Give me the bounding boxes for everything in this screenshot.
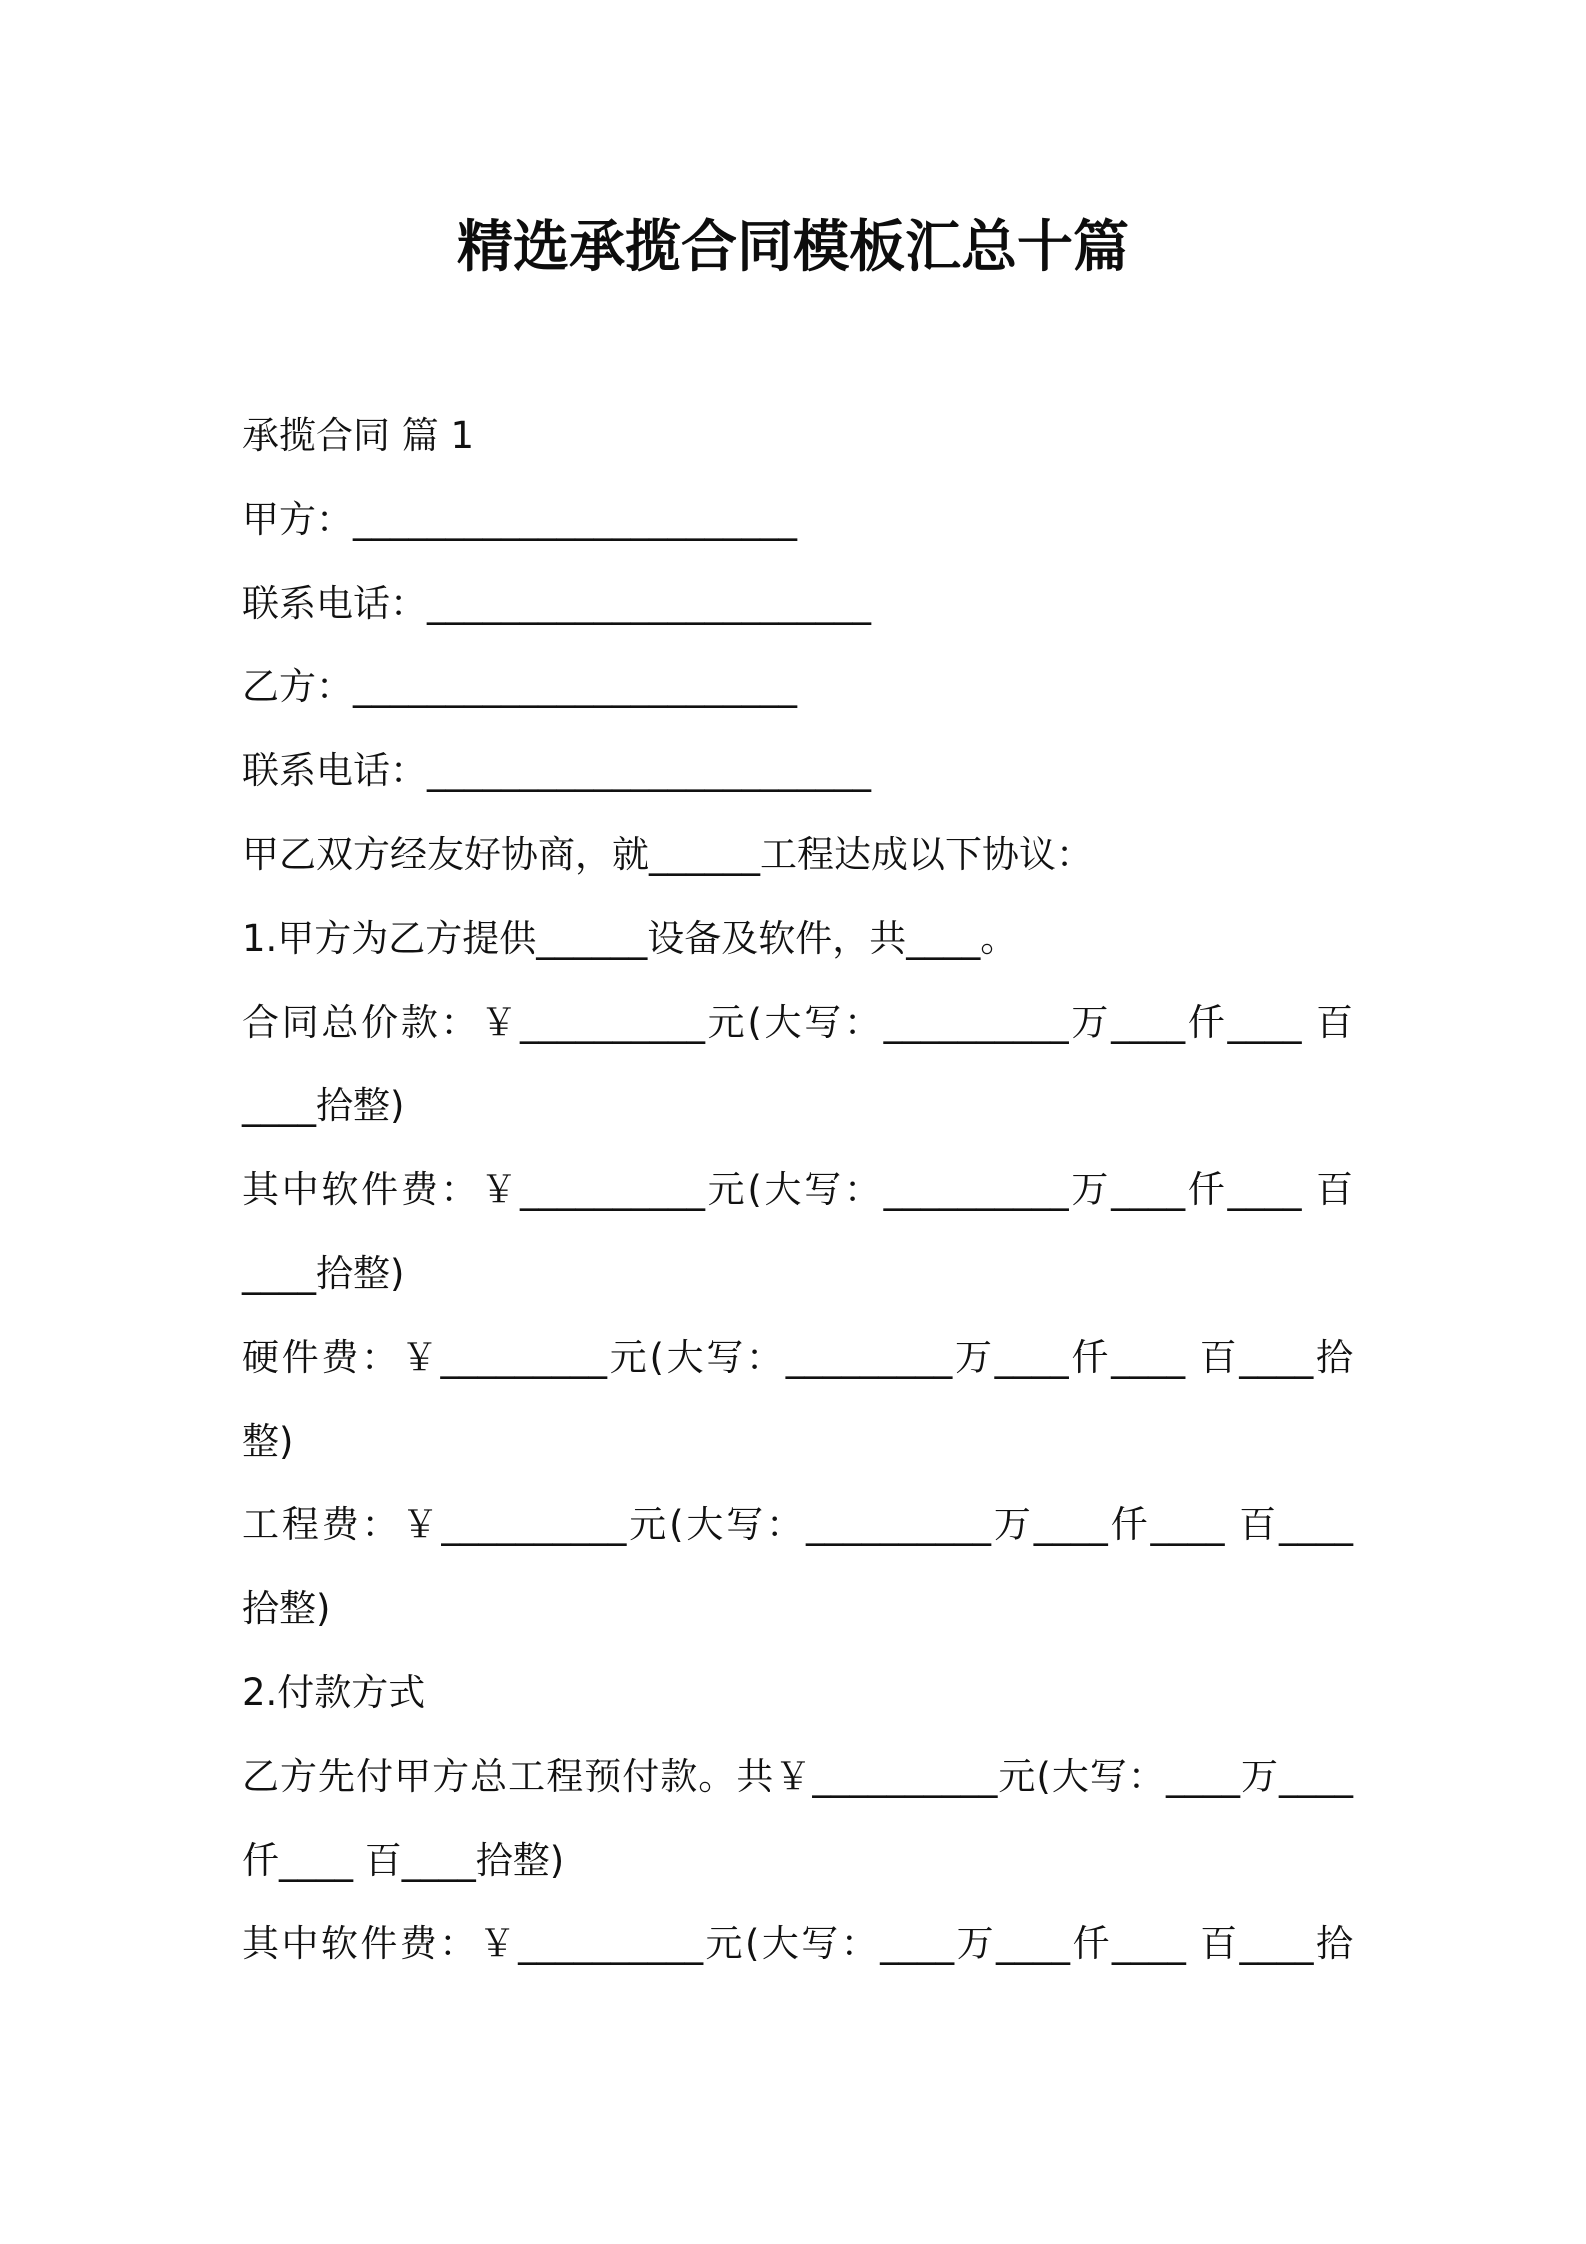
- party-a-field: [242, 478, 1353, 562]
- text-line: ____拾整): [242, 1251, 405, 1295]
- party-a-phone-field: [242, 562, 1353, 646]
- text-line: 整): [242, 1419, 294, 1463]
- section-heading: [242, 394, 1353, 478]
- document-body: [242, 394, 1353, 1986]
- text-line: 拾整): [242, 1587, 331, 1631]
- agreement-intro: [242, 813, 1353, 897]
- software-fee-line: [242, 1148, 1353, 1316]
- clause-1-equipment: [242, 897, 1353, 981]
- text-line: 乙方：________________________: [242, 665, 797, 709]
- text-line: 1.甲方为乙方提供______设备及软件，共____。: [242, 916, 1018, 960]
- text-line: 联系电话：________________________: [242, 749, 871, 793]
- text-line: 乙方先付甲方总工程预付款。共￥__________元(大写：____万____: [242, 1754, 1353, 1798]
- text-line: ____拾整): [242, 1084, 405, 1128]
- clause-2-heading: [242, 1651, 1353, 1735]
- text-line: 2.付款方式: [242, 1670, 426, 1714]
- text-line: 其中软件费：￥__________元(大写：____万____仟____ 百____拾: [242, 1922, 1353, 1966]
- document-title: 精选承揽合同模板汇总十篇: [457, 215, 1129, 280]
- party-b-phone-field: [242, 729, 1353, 813]
- party-b-field: [242, 645, 1353, 729]
- engineering-fee-line: [242, 1483, 1353, 1651]
- text-line: 承揽合同 篇 1: [242, 414, 475, 457]
- hardware-fee-line: [242, 1316, 1353, 1484]
- advance-software-fee-line: [242, 1902, 1353, 1986]
- text-line: 联系电话：________________________: [242, 581, 871, 625]
- text-line: 仟____ 百____拾整): [242, 1838, 565, 1882]
- text-line: 硬件费：￥_________元(大写：_________万____仟____ 百____拾: [242, 1335, 1353, 1379]
- text-line: 甲乙双方经友好协商，就______工程达成以下协议：: [242, 832, 1093, 876]
- total-price-line: [242, 981, 1353, 1149]
- text-line: 合同总价款：￥__________元(大写：__________万____仟____ 百: [242, 1000, 1353, 1044]
- text-line: 其中软件费：￥__________元(大写：__________万____仟____ 百: [242, 1168, 1353, 1212]
- advance-payment-line: [242, 1735, 1353, 1903]
- text-line: 甲方：________________________: [242, 497, 797, 541]
- text-line: 工程费：￥__________元(大写：__________万____仟____ 百____: [242, 1503, 1353, 1547]
